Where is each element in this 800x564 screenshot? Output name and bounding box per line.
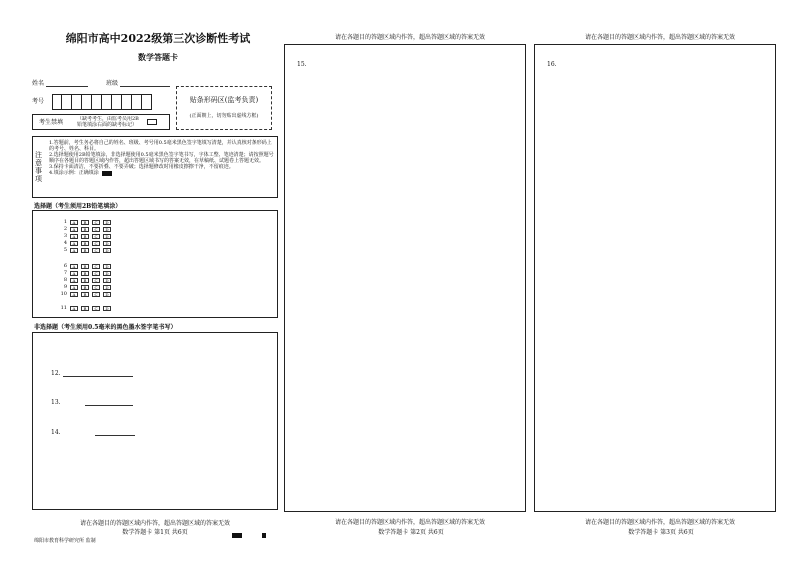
panel2-footer-warning: 请在各题目的答题区域内作答，超出答题区域的答案无效: [334, 519, 485, 526]
panel1-footer-warning: 请在各题目的答题区域内作答，超出答题区域的答案无效: [79, 520, 230, 527]
choice-question-number: 1: [63, 219, 67, 225]
choice-bubble-d[interactable]: D: [103, 241, 111, 246]
choice-bubble-b[interactable]: B: [81, 248, 89, 253]
exam-id-label: 考号: [32, 98, 45, 105]
exam-id-digit-box[interactable]: [142, 94, 152, 110]
barcode-area: [176, 86, 272, 130]
choice-bubble-b[interactable]: B: [81, 227, 89, 232]
choice-group-3: [57, 305, 114, 312]
choice-bubble-d[interactable]: D: [103, 220, 111, 225]
choice-bubble-c[interactable]: C: [92, 264, 100, 269]
choice-bubble-a[interactable]: A: [70, 220, 78, 225]
fill-answer-line-14[interactable]: [95, 435, 135, 436]
exam-id-digit-box[interactable]: [72, 94, 82, 110]
name-label: 姓名: [32, 80, 45, 87]
choice-bubble-b[interactable]: B: [81, 234, 89, 239]
answer-sheet-subtitle: 数学答题卡: [138, 52, 178, 62]
choice-bubble-d[interactable]: D: [103, 285, 111, 290]
note-item: 2.选择题使用2B铅笔填涂，非选择题使用0.5毫米黑色签字笔书写，字体工整、笔迹清楚；请按照题号顺序在各题目的答题区域内作答，超出答题区域书写的答案无效，在草稿纸、试题卷上答题无效。: [49, 152, 274, 164]
exam-id-digit-box[interactable]: [62, 94, 72, 110]
choice-bubble-a[interactable]: A: [70, 278, 78, 283]
choice-row: [57, 263, 114, 269]
choice-question-number: 3: [63, 233, 67, 239]
absent-label: 考生禁填: [39, 119, 64, 126]
note-item: 1.答题前，考生务必将自己的姓名、班级、考号用0.5毫米黑色签字笔填写清楚，并认真核对条形码上的考号、姓名、科目。: [49, 140, 272, 152]
choice-bubble-c[interactable]: C: [92, 285, 100, 290]
choice-row: [57, 277, 114, 283]
choice-bubble-c[interactable]: C: [92, 306, 100, 311]
filled-example-mark: [102, 171, 112, 176]
choice-row: [57, 284, 114, 290]
choice-bubble-c[interactable]: C: [92, 227, 100, 232]
choice-bubble-d[interactable]: D: [103, 227, 111, 232]
choice-bubble-b[interactable]: B: [81, 220, 89, 225]
panel3-footer-warning: 请在各题目的答题区域内作答，超出答题区域的答案无效: [584, 519, 735, 526]
choice-bubble-a[interactable]: A: [70, 248, 78, 253]
choice-question-number: 7: [63, 270, 67, 276]
choice-bubble-a[interactable]: A: [70, 292, 78, 297]
choice-bubble-b[interactable]: B: [81, 264, 89, 269]
printer-credit: 绵阳市教育科学研究所 监制: [34, 538, 96, 544]
absent-box: [32, 114, 170, 130]
exam-id-digit-box[interactable]: [132, 94, 142, 110]
choice-bubble-c[interactable]: C: [92, 292, 100, 297]
fill-question-13: 13.: [51, 399, 61, 406]
choice-row: [57, 305, 114, 311]
class-field[interactable]: [120, 86, 170, 87]
choice-bubble-b[interactable]: B: [81, 285, 89, 290]
exam-title: 绵阳市高中2022级第三次诊断性考试: [65, 32, 251, 45]
choice-bubble-d[interactable]: D: [103, 278, 111, 283]
choice-question-number: 8: [63, 277, 67, 283]
choice-question-number: 6: [63, 263, 67, 269]
notes-list: [49, 140, 275, 176]
choice-bubble-a[interactable]: A: [70, 271, 78, 276]
panel2-answer-area[interactable]: [284, 44, 526, 512]
nonchoice-section-title: 非选择题（考生须用0.5毫米的黑色墨水签字笔书写）: [34, 324, 177, 331]
choice-bubble-b[interactable]: B: [81, 241, 89, 246]
choice-bubble-b[interactable]: B: [81, 278, 89, 283]
name-field[interactable]: [46, 86, 88, 87]
fill-answer-line-12[interactable]: [63, 376, 133, 377]
choice-bubble-a[interactable]: A: [70, 234, 78, 239]
choice-bubble-d[interactable]: D: [103, 306, 111, 311]
choice-row: [57, 219, 114, 225]
positioning-mark: [262, 533, 266, 538]
fill-question-14: 14.: [51, 429, 61, 436]
choice-bubble-d[interactable]: D: [103, 234, 111, 239]
notes-box: [32, 136, 278, 198]
choice-question-number: 10: [60, 291, 67, 297]
choice-row: [57, 247, 114, 253]
question-16-label: 16.: [547, 61, 557, 68]
choice-bubble-c[interactable]: C: [92, 271, 100, 276]
choice-bubble-b[interactable]: B: [81, 271, 89, 276]
choice-section-title: 选择题（考生须用2B铅笔填涂）: [34, 203, 122, 210]
note-item: 3.保持卡面清洁，不要折叠、不要弄破；选择题修改时用橡皮擦擦干净，不留痕迹。: [49, 164, 234, 170]
exam-id-digit-box[interactable]: [82, 94, 92, 110]
exam-id-digit-box[interactable]: [102, 94, 112, 110]
choice-bubble-c[interactable]: C: [92, 234, 100, 239]
barcode-note: (正面朝上，切勿贴出虚线方框): [189, 113, 259, 119]
choice-area: [32, 210, 278, 318]
choice-question-number: 4: [63, 240, 67, 246]
exam-id-boxes[interactable]: [52, 94, 170, 110]
panel2-header: 请在各题目的答题区域内作答，超出答题区域的答案无效: [334, 34, 485, 41]
choice-group-2: [57, 263, 114, 298]
choice-group-1: [57, 219, 114, 254]
panel3-answer-area[interactable]: [534, 44, 776, 512]
fill-area: [32, 332, 278, 510]
choice-row: [57, 233, 114, 239]
choice-question-number: 9: [63, 284, 67, 290]
choice-question-number: 11: [60, 305, 67, 311]
choice-bubble-a[interactable]: A: [70, 241, 78, 246]
choice-bubble-c[interactable]: C: [92, 248, 100, 253]
choice-bubble-b[interactable]: B: [81, 292, 89, 297]
choice-bubble-b[interactable]: B: [81, 306, 89, 311]
exam-id-digit-box[interactable]: [112, 94, 122, 110]
choice-question-number: 5: [63, 247, 67, 253]
choice-row: [57, 240, 114, 246]
fill-answer-line-13[interactable]: [85, 405, 133, 406]
choice-row: [57, 291, 114, 297]
choice-bubble-a[interactable]: A: [70, 227, 78, 232]
absent-note: （缺考考生，由监考员用2B铅笔填涂右面的缺考标记）: [77, 116, 139, 128]
choice-bubble-a[interactable]: A: [70, 306, 78, 311]
choice-bubble-d[interactable]: D: [103, 271, 111, 276]
question-15-label: 15.: [297, 61, 307, 68]
positioning-mark: [232, 533, 242, 538]
note-item: 4.填涂示例：正确填涂: [49, 170, 99, 176]
exam-id-digit-box[interactable]: [52, 94, 62, 110]
exam-id-digit-box[interactable]: [92, 94, 102, 110]
choice-bubble-d[interactable]: D: [103, 292, 111, 297]
choice-bubble-d[interactable]: D: [103, 248, 111, 253]
choice-bubble-c[interactable]: C: [92, 278, 100, 283]
class-label: 班级: [106, 80, 119, 87]
exam-id-digit-box[interactable]: [122, 94, 132, 110]
absent-mark-box[interactable]: [147, 119, 157, 125]
choice-bubble-c[interactable]: C: [92, 241, 100, 246]
choice-bubble-a[interactable]: A: [70, 264, 78, 269]
notes-vertical-title: 注意事项: [35, 151, 42, 183]
choice-row: [57, 226, 114, 232]
choice-question-number: 2: [63, 226, 67, 232]
choice-row: [57, 270, 114, 276]
fill-question-12: 12.: [51, 370, 61, 377]
panel3-footer-page: 数学答题卡 第3页 共6页: [628, 529, 694, 536]
choice-bubble-c[interactable]: C: [92, 220, 100, 225]
panel1-footer-page: 数学答题卡 第1页 共6页: [122, 529, 188, 536]
choice-bubble-d[interactable]: D: [103, 264, 111, 269]
panel2-footer-page: 数学答题卡 第2页 共6页: [378, 529, 444, 536]
panel3-header: 请在各题目的答题区域内作答，超出答题区域的答案无效: [584, 34, 735, 41]
barcode-title: 贴条形码区(监考负责): [189, 96, 259, 104]
choice-bubble-a[interactable]: A: [70, 285, 78, 290]
